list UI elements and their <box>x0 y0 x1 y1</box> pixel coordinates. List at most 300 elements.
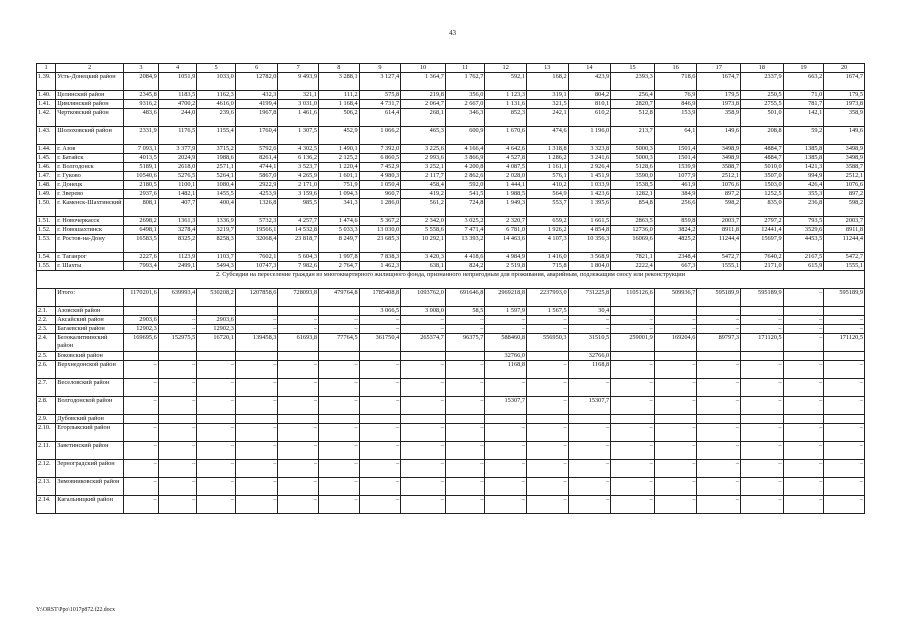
value-cell: 3 159,6 <box>278 190 319 199</box>
value-cell: 1155,4 <box>197 127 236 145</box>
row-name: г. Ростов-на-Дону <box>56 235 124 253</box>
value-cell: – <box>824 460 865 478</box>
value-cell <box>697 415 741 424</box>
value-cell: – <box>783 478 824 496</box>
value-cell <box>568 415 611 424</box>
value-cell: – <box>401 478 446 496</box>
value-cell <box>235 352 278 361</box>
value-cell: – <box>319 496 360 514</box>
column-number: 16 <box>654 64 697 73</box>
value-cell: 614,4 <box>359 109 401 127</box>
value-cell: 423,9 <box>568 73 611 91</box>
row-number: 2.2. <box>37 316 56 325</box>
value-cell: 268,1 <box>401 109 446 127</box>
value-cell: – <box>568 325 611 334</box>
value-cell: 3715,2 <box>197 145 236 154</box>
value-cell: – <box>611 424 655 442</box>
value-cell: 4825,2 <box>654 235 697 253</box>
value-cell: – <box>824 325 865 334</box>
value-cell: 1076,6 <box>824 181 865 190</box>
value-cell: – <box>697 424 741 442</box>
table-row <box>37 199 865 217</box>
value-cell: 576,1 <box>527 172 569 181</box>
value-cell <box>824 415 865 424</box>
value-cell: 1033,0 <box>197 73 236 91</box>
value-cell: – <box>158 325 197 334</box>
value-cell: 2003,7 <box>697 217 741 226</box>
value-cell: 1385,8 <box>783 154 824 163</box>
value-cell: 3 225,6 <box>401 145 446 154</box>
value-cell: 64,1 <box>654 127 697 145</box>
row-name: г. Зверево <box>56 190 124 199</box>
value-cell: 1 926,2 <box>527 226 569 235</box>
value-cell: 8 249,7 <box>319 235 360 253</box>
value-cell: 3824,2 <box>654 226 697 235</box>
value-cell: – <box>611 460 655 478</box>
value-cell: – <box>401 424 446 442</box>
value-cell: – <box>824 361 865 379</box>
value-cell: 1503,0 <box>741 181 784 190</box>
value-cell: 4 854,8 <box>568 226 611 235</box>
row-number: 2.1. <box>37 307 56 316</box>
table-row <box>37 127 865 145</box>
table-row <box>37 109 865 127</box>
value-cell: 358,9 <box>697 109 741 127</box>
value-cell: 2 993,6 <box>401 154 446 163</box>
value-cell: 639993,4 <box>158 289 197 307</box>
value-cell: – <box>741 478 784 496</box>
value-cell: – <box>527 496 569 514</box>
value-cell: 5792,6 <box>235 145 278 154</box>
value-cell: 6 136,2 <box>278 154 319 163</box>
value-cell: – <box>359 478 401 496</box>
value-cell: 3498,9 <box>824 154 865 163</box>
row-number: 1.54. <box>37 253 56 262</box>
value-cell: – <box>824 442 865 460</box>
value-cell: 1 462,3 <box>359 262 401 271</box>
value-cell: 2937,6 <box>124 190 159 199</box>
table-row <box>37 352 865 361</box>
value-cell: 1 161,1 <box>527 163 569 172</box>
value-cell: 1 804,0 <box>568 262 611 271</box>
value-cell: 32068,4 <box>235 235 278 253</box>
column-number: 5 <box>197 64 236 73</box>
value-cell: 5000,3 <box>611 154 655 163</box>
row-number: 2.4. <box>37 334 56 352</box>
value-cell: 12902,3 <box>197 325 236 334</box>
value-cell: 6 860,5 <box>359 154 401 163</box>
value-cell: 7 838,3 <box>359 253 401 262</box>
row-number: 1.43. <box>37 127 56 145</box>
value-cell: 615,9 <box>783 262 824 271</box>
table-row <box>37 235 865 253</box>
row-number: 2.6. <box>37 361 56 379</box>
value-cell: 2618,0 <box>158 163 197 172</box>
value-cell: – <box>654 379 697 397</box>
value-cell: – <box>824 397 865 415</box>
value-cell: 659,2 <box>527 217 569 226</box>
value-cell: 2024,9 <box>158 154 197 163</box>
value-cell: – <box>124 397 159 415</box>
value-cell: – <box>654 478 697 496</box>
value-cell: 4616,0 <box>197 100 236 109</box>
value-cell: 2969218,8 <box>485 289 527 307</box>
row-number: 1.42. <box>37 109 56 127</box>
value-cell: 8911,8 <box>697 226 741 235</box>
column-number-header <box>37 64 865 73</box>
value-cell: 2331,9 <box>124 127 159 145</box>
value-cell: – <box>485 460 527 478</box>
value-cell: 2698,2 <box>124 217 159 226</box>
value-cell: 1162,3 <box>197 91 236 100</box>
value-cell: 3 866,9 <box>445 154 485 163</box>
row-name: г. Шахты <box>56 262 124 271</box>
value-cell: – <box>697 361 741 379</box>
value-cell: 2 764,7 <box>319 262 360 271</box>
value-cell: – <box>611 442 655 460</box>
value-cell <box>319 307 360 316</box>
value-cell: 4453,5 <box>783 235 824 253</box>
value-cell: 16720,1 <box>197 334 236 352</box>
row-number: 1.52. <box>37 226 56 235</box>
row-number: 2.7. <box>37 379 56 397</box>
value-cell: 15307,7 <box>568 397 611 415</box>
value-cell: 592,1 <box>485 73 527 91</box>
value-cell: 1207858,6 <box>235 289 278 307</box>
value-cell: 3498,9 <box>697 145 741 154</box>
value-cell: – <box>278 424 319 442</box>
value-cell: 2 667,0 <box>445 100 485 109</box>
value-cell: 219,8 <box>401 91 446 100</box>
value-cell: – <box>445 316 485 325</box>
value-cell: 2167,5 <box>783 253 824 262</box>
value-cell: 824,2 <box>445 262 485 271</box>
value-cell: 19566,1 <box>235 226 278 235</box>
value-cell: 1 364,7 <box>401 73 446 91</box>
value-cell <box>611 415 655 424</box>
row-number: 1.45. <box>37 154 56 163</box>
value-cell: 897,2 <box>697 190 741 199</box>
row-name: Усть-Донецкий район <box>56 73 124 91</box>
value-cell: – <box>401 442 446 460</box>
value-cell: – <box>158 316 197 325</box>
value-cell: – <box>278 379 319 397</box>
value-cell: 1 423,6 <box>568 190 611 199</box>
value-cell: 4 087,5 <box>485 163 527 172</box>
value-cell: 1 601,1 <box>319 172 360 181</box>
value-cell: – <box>824 316 865 325</box>
value-cell: 1 988,5 <box>485 190 527 199</box>
value-cell: 3 031,0 <box>278 100 319 109</box>
value-cell: – <box>401 316 446 325</box>
value-cell: 1785408,8 <box>359 289 401 307</box>
value-cell: 1 050,4 <box>359 181 401 190</box>
value-cell: 4 980,3 <box>359 172 401 181</box>
value-cell: 410,2 <box>527 181 569 190</box>
row-name: Чертковский район <box>56 109 124 127</box>
value-cell: 1455,5 <box>197 190 236 199</box>
value-cell: 5 558,6 <box>401 226 446 235</box>
value-cell: – <box>485 496 527 514</box>
row-number: 1.41. <box>37 100 56 109</box>
value-cell: 1051,9 <box>158 73 197 91</box>
value-cell: 1555,1 <box>824 262 865 271</box>
value-cell: 1 131,6 <box>485 100 527 109</box>
value-cell: 2 926,4 <box>568 163 611 172</box>
value-cell: 1501,4 <box>654 154 697 163</box>
value-cell: – <box>401 460 446 478</box>
value-cell: 1 451,9 <box>568 172 611 181</box>
value-cell: 852,3 <box>485 109 527 127</box>
value-cell: 152975,5 <box>158 334 197 352</box>
value-cell <box>527 352 569 361</box>
value-cell: 11244,4 <box>824 235 865 253</box>
value-cell: 242,1 <box>527 109 569 127</box>
value-cell: 244,0 <box>158 109 197 127</box>
value-cell: – <box>319 379 360 397</box>
value-cell: 897,2 <box>824 190 865 199</box>
value-cell: 3588,7 <box>697 163 741 172</box>
value-cell: – <box>783 460 824 478</box>
value-cell <box>197 415 236 424</box>
value-cell: – <box>319 316 360 325</box>
value-cell: 2755,5 <box>741 100 784 109</box>
value-cell: 2 064,7 <box>401 100 446 109</box>
value-cell <box>158 352 197 361</box>
value-cell: – <box>197 460 236 478</box>
value-cell <box>445 415 485 424</box>
row-number: 2.9. <box>37 415 56 424</box>
row-name: Аксайский район <box>56 316 124 325</box>
value-cell: 7 392,0 <box>359 145 401 154</box>
value-cell: 3 008,0 <box>401 307 446 316</box>
value-cell: – <box>568 496 611 514</box>
row-number: 2.12. <box>37 460 56 478</box>
value-cell: 2003,7 <box>824 217 865 226</box>
value-cell <box>158 415 197 424</box>
value-cell: 32766,0 <box>485 352 527 361</box>
value-cell: 2345,8 <box>124 91 159 100</box>
value-cell: 250,5 <box>741 91 784 100</box>
value-cell: – <box>158 460 197 478</box>
value-cell: 12441,4 <box>741 226 784 235</box>
value-cell: 1 318,8 <box>527 145 569 154</box>
value-cell: 96375,7 <box>445 334 485 352</box>
value-cell: 4 731,7 <box>359 100 401 109</box>
column-number: 2 <box>56 64 124 73</box>
value-cell: 4199,4 <box>235 100 278 109</box>
value-cell: 3 323,8 <box>568 145 611 154</box>
value-cell: 483,6 <box>124 109 159 127</box>
value-cell: 960,7 <box>359 190 401 199</box>
value-cell: 3590,0 <box>611 172 655 181</box>
value-cell: – <box>124 478 159 496</box>
value-cell: 810,1 <box>568 100 611 109</box>
value-cell: 236,8 <box>783 199 824 217</box>
value-cell: 23 818,7 <box>278 235 319 253</box>
table-row <box>37 325 865 334</box>
value-cell: 5 367,2 <box>359 217 401 226</box>
value-cell: 7821,1 <box>611 253 655 262</box>
value-cell: – <box>445 460 485 478</box>
value-cell: – <box>401 361 446 379</box>
value-cell: 2 519,8 <box>485 262 527 271</box>
value-cell <box>359 352 401 361</box>
value-cell: 2 028,0 <box>485 172 527 181</box>
value-cell: 509936,7 <box>654 289 697 307</box>
value-cell: 1674,7 <box>697 73 741 91</box>
value-cell: 835,0 <box>741 199 784 217</box>
value-cell: 1 461,6 <box>278 109 319 127</box>
value-cell: – <box>611 379 655 397</box>
value-cell: 2393,3 <box>611 73 655 91</box>
value-cell: 751,9 <box>319 181 360 190</box>
value-cell: – <box>741 316 784 325</box>
value-cell: 7 471,4 <box>445 226 485 235</box>
value-cell: – <box>741 496 784 514</box>
value-cell: 61693,8 <box>278 334 319 352</box>
value-cell: – <box>319 361 360 379</box>
value-cell: 846,9 <box>654 100 697 109</box>
value-cell: – <box>158 424 197 442</box>
column-number: 17 <box>697 64 741 73</box>
value-cell: 501,0 <box>741 109 784 127</box>
value-cell: 346,3 <box>445 109 485 127</box>
value-cell: 1973,8 <box>697 100 741 109</box>
table-row <box>37 289 865 307</box>
column-number: 13 <box>527 64 569 73</box>
value-cell: 4 984,9 <box>485 253 527 262</box>
value-cell <box>235 307 278 316</box>
page-number: 43 <box>449 29 456 37</box>
table-row <box>37 91 865 100</box>
value-cell: 15307,7 <box>485 397 527 415</box>
table-row <box>37 460 865 478</box>
value-cell <box>824 352 865 361</box>
row-number: 2.13. <box>37 478 56 496</box>
row-number: 1.40. <box>37 91 56 100</box>
value-cell: 3529,6 <box>783 226 824 235</box>
row-name: Азовский район <box>56 307 124 316</box>
value-cell: 598,2 <box>697 199 741 217</box>
value-cell: – <box>697 316 741 325</box>
value-cell: 3 523,7 <box>278 163 319 172</box>
value-cell: 139458,3 <box>235 334 278 352</box>
value-cell: 1 444,1 <box>485 181 527 190</box>
row-name: Верхнедонской район <box>56 361 124 379</box>
value-cell: 4700,2 <box>158 100 197 109</box>
row-name: г. Таганрог <box>56 253 124 262</box>
value-cell: 1252,5 <box>741 190 784 199</box>
value-cell: 3278,4 <box>158 226 197 235</box>
value-cell: 2084,9 <box>124 73 159 91</box>
value-cell: – <box>568 316 611 325</box>
row-number: 1.49. <box>37 190 56 199</box>
value-cell: 512,8 <box>611 109 655 127</box>
value-cell: 30,4 <box>568 307 611 316</box>
value-cell: 14 532,8 <box>278 226 319 235</box>
value-cell: 3 066,5 <box>359 307 401 316</box>
column-number: 7 <box>278 64 319 73</box>
value-cell: 4 642,6 <box>485 145 527 154</box>
value-cell: 5000,3 <box>611 145 655 154</box>
value-cell: 256,4 <box>611 91 655 100</box>
value-cell: 506,2 <box>319 109 360 127</box>
value-cell: 3588,7 <box>824 163 865 172</box>
value-cell: – <box>654 316 697 325</box>
value-cell: 2 342,0 <box>401 217 446 226</box>
value-cell: 1170201,6 <box>124 289 159 307</box>
section-title-row <box>37 271 865 289</box>
value-cell: 256,6 <box>654 199 697 217</box>
value-cell <box>401 352 446 361</box>
value-cell: – <box>197 496 236 514</box>
value-cell: 2 125,2 <box>319 154 360 163</box>
value-cell <box>278 307 319 316</box>
value-cell: 1 196,0 <box>568 127 611 145</box>
value-cell: – <box>485 379 527 397</box>
value-cell: – <box>654 424 697 442</box>
value-cell: 1 474,6 <box>319 217 360 226</box>
value-cell: – <box>741 325 784 334</box>
value-cell: – <box>235 478 278 496</box>
value-cell: 169695,6 <box>124 334 159 352</box>
value-cell: 592,0 <box>445 181 485 190</box>
value-cell: – <box>197 397 236 415</box>
value-cell: 859,8 <box>654 217 697 226</box>
value-cell: 169204,6 <box>654 334 697 352</box>
value-cell <box>824 307 865 316</box>
value-cell: 2820,7 <box>611 100 655 109</box>
value-cell <box>359 415 401 424</box>
value-cell: – <box>359 397 401 415</box>
budget-table-container <box>36 63 865 514</box>
value-cell: 1123,9 <box>158 253 197 262</box>
value-cell: – <box>401 325 446 334</box>
value-cell: 1 395,6 <box>568 199 611 217</box>
value-cell: – <box>783 442 824 460</box>
value-cell: – <box>527 442 569 460</box>
value-cell: 1 094,3 <box>319 190 360 199</box>
row-number: 1.48. <box>37 181 56 190</box>
value-cell: 731225,8 <box>568 289 611 307</box>
value-cell: 663,2 <box>783 73 824 91</box>
value-cell: – <box>359 325 401 334</box>
column-number: 12 <box>485 64 527 73</box>
value-cell: 541,5 <box>445 190 485 199</box>
value-cell: 1482,1 <box>158 190 197 199</box>
value-cell: – <box>741 397 784 415</box>
value-cell: – <box>611 325 655 334</box>
value-cell: – <box>235 424 278 442</box>
value-cell: – <box>485 442 527 460</box>
value-cell: 1183,5 <box>158 91 197 100</box>
value-cell: 179,5 <box>824 91 865 100</box>
value-cell: – <box>278 460 319 478</box>
value-cell: 1 567,5 <box>527 307 569 316</box>
value-cell: 1501,4 <box>654 145 697 154</box>
value-cell: – <box>824 478 865 496</box>
value-cell: 2222,4 <box>611 262 655 271</box>
value-cell: – <box>445 361 485 379</box>
value-cell: 319,1 <box>527 91 569 100</box>
row-name: Итого: <box>56 289 124 307</box>
value-cell <box>278 352 319 361</box>
value-cell: 384,9 <box>654 190 697 199</box>
value-cell: 667,3 <box>654 262 697 271</box>
value-cell <box>783 307 824 316</box>
value-cell: 553,7 <box>527 199 569 217</box>
